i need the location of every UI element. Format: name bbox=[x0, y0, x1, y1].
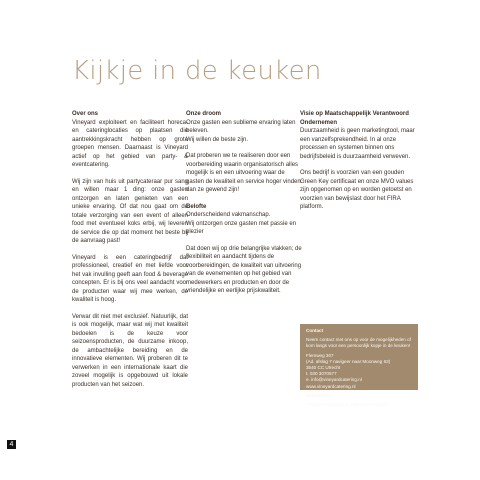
paragraph: Dat doen wij op drie belangrijke vlakken; de flexibiliteit en aandacht tijdens de voorbereidingen, de kwaliteit van uitvoering van de evenementen op het gebied van medewerkers en producten en door de vriendelijke en eerlijke prijskwaliteit. bbox=[186, 245, 302, 294]
heading-mvo: Visie op Maatschappelijk Verantwoord Ondernemen bbox=[300, 111, 409, 126]
paragraph: Vineyard exploiteert en faciliteert horeca- en cateringlocaties op plaatsen die aantrekkingskracht hebben op grote groepen mensen. Daarnaast is Vineyard actief op het gebied van party- & eventcatering. bbox=[72, 119, 188, 168]
paragraph: Vineyard is een cateringbedrijf dat professioneel, creatief en met liefde voor het vak invulling geeft aan food & beverage concepten. Er is bij ons veel aandacht voor de producten waar wij mee werken, de kwaliteit is hoog. bbox=[72, 254, 188, 303]
page-number: 4 bbox=[7, 440, 16, 449]
contact-label: Contact bbox=[306, 328, 324, 333]
credits-label: Fotocredits: bbox=[306, 392, 333, 398]
heading-onze-droom: Onze droom bbox=[186, 111, 222, 117]
heading-belofte: Belofte bbox=[186, 203, 207, 210]
paragraph: Ons bedrijf is voorzien van een gouden Green Key certificaat en onze MVO values zijn opgenomen op en worden getoetst en voorzien van bewijslast door het FIRA platform. bbox=[300, 170, 414, 210]
heading-over-ons: Over ons bbox=[72, 111, 99, 117]
paragraph: Verwar dit niet met exclusief. Natuurlijk, dat is ook mogelijk, maar wat wij met kwaliteit bedoelen is de keuze voor seizoensproducten, de duurzame inkoop, de ambachtelijke bereiding en de innovatieve elementen. Wij proberen dit te verwerken in een internationale kaart die zoveel mogelijk is opgebouwd uit lokale producten van het seizoen. bbox=[72, 313, 188, 388]
contact-intro: Neem contact met ons op voor de mogelijkheden of kom langs voor een persoonlijk kopje in de keuken! bbox=[306, 337, 411, 349]
paragraph: Onze gasten een sublieme ervaring laten beleven. Wij willen de beste zijn. bbox=[186, 119, 296, 143]
credits-text: Famous Productions, Fitsenia Fotografie bbox=[306, 402, 389, 408]
column-over-ons bbox=[72, 110, 188, 397]
page-title: Kijkje in de keuken bbox=[72, 56, 322, 86]
column-mvo bbox=[300, 110, 418, 220]
paragraph: Onderscheidend vakmanschap. Wij ontzorgen onze gasten met passie en plezier bbox=[186, 212, 297, 235]
contact-address: Flemweg 307 (Ad. afslag 7 navigeer naar Moonweg 63) 3540 CC Utrecht t. 030 3070577 e. info@vineyardcatering.nl www.vineyardcatering.nl bbox=[306, 352, 391, 389]
paragraph: Dat proberen we te realiseren door een voorbereiding waarin organisatorisch alles mogelijk is en een uitvoering waar de gasten de kwaliteit en service hoger vinden dan ze gewend zijn! bbox=[186, 153, 301, 193]
paragraph: Wij zijn van huis uit partycateraar pur sang en willen maar 1 ding: onze gasten ontzorgen en laten genieten van een unieke ervaring. Of dat nou gaat om de totale verzorging van een event of alleen food met eventueel koks erbij, wij leveren de service die op dat moment het beste bij de aanvraag past! bbox=[72, 178, 188, 244]
paragraph: Duurzaamheid is geen marketingtool, maar een vanzelfsprekendheid. In al onze processen en systemen binnen ons bedrijfsbeleid is duurzaamheid verweven. bbox=[300, 128, 415, 160]
contact-box bbox=[300, 324, 418, 408]
column-onze-droom bbox=[186, 110, 302, 304]
